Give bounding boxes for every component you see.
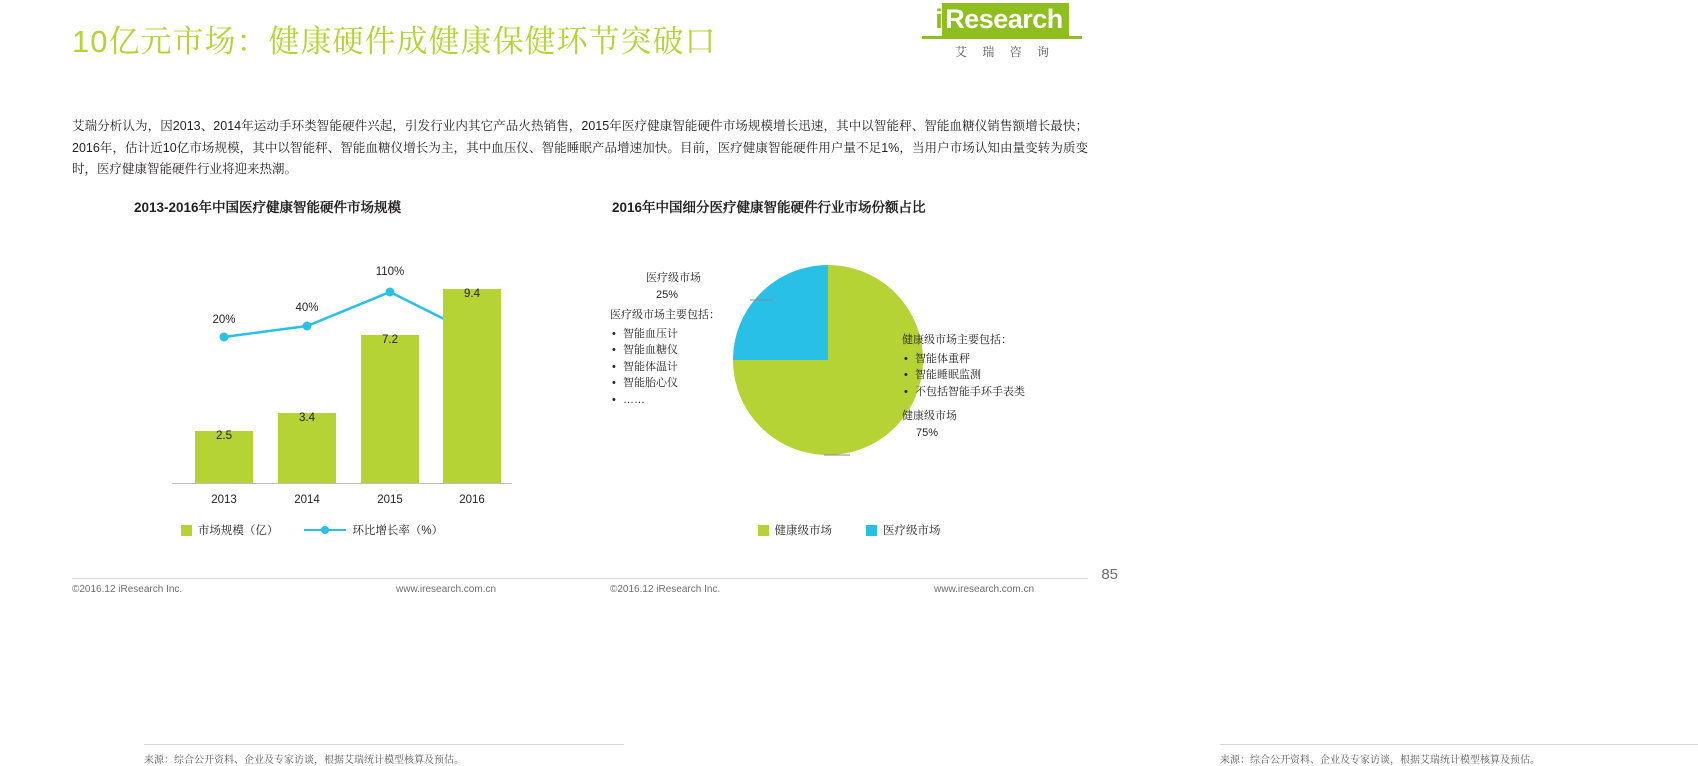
copyright-right: ©2016.12 iResearch Inc.: [610, 584, 721, 595]
bar-2016: [443, 289, 501, 483]
legend-item-market-size: [181, 522, 279, 538]
iresearch-logo: [922, 6, 1082, 60]
bar-chart-title: 2013-2016年中国医疗健康智能硬件市场规模: [134, 200, 402, 215]
x-tick-2015: 2015: [377, 494, 403, 506]
pie-chart: [610, 222, 1088, 537]
pie-chart-legend: [610, 522, 1088, 538]
growth-label-2013: 20%: [212, 314, 236, 326]
callout-medical-value: 25%: [656, 288, 679, 301]
bar-value-2015: 7.2: [382, 334, 398, 346]
page-number: 85: [1101, 566, 1118, 583]
callout-medical-item: • 智能血糖仪: [623, 342, 738, 359]
callout-health-lead: 健康级市场主要包括：: [902, 334, 1012, 346]
legend-label-medical-market: 医疗级市场: [883, 525, 941, 537]
brand-wordmark: [922, 6, 1082, 33]
callout-medical: [610, 270, 738, 408]
website-url-right: www.iresearch.com.cn: [934, 584, 1035, 595]
callout-medical-item: • 智能胎心仪: [623, 375, 738, 392]
bar-value-2014: 3.4: [299, 412, 315, 424]
callout-medical-item: • ……: [623, 392, 738, 409]
callout-health-item: • 不包括智能手环手表类: [915, 384, 1062, 401]
brand-subtitle: 艾 瑞 咨 询: [954, 45, 1055, 59]
page-title: 10亿元市场：健康硬件成健康保健环节突破口: [72, 24, 717, 59]
legend-swatch-icon-blue: [866, 525, 877, 536]
callout-health-item: • 智能体重秤: [915, 351, 1062, 368]
legend-item-medical-market: [866, 522, 941, 538]
bar-chart-plot: [72, 222, 552, 522]
brand-i-letter: i: [935, 4, 943, 34]
legend-label-market-size: 市场规模（亿）: [197, 525, 279, 537]
bar-2015: [361, 335, 419, 483]
legend-label-growth-rate: 环比增长率（%）: [352, 525, 444, 537]
callout-medical-item: • 智能体温计: [623, 359, 738, 376]
legend-swatch-icon-green: [758, 525, 769, 536]
website-url-left: www.iresearch.com.cn: [396, 584, 497, 595]
callout-health-list: [902, 351, 1062, 401]
callout-medical-lead: 医疗级市场主要包括：: [610, 309, 720, 321]
callout-medical-title: 医疗级市场: [646, 272, 701, 284]
pie-chart-title: 2016年中国细分医疗健康智能硬件行业市场份额占比: [612, 200, 926, 215]
source-note-right: 来源：综合公开资料、企业及专家访谈，根据艾瑞统计模型核算及预估。: [1220, 744, 1698, 766]
legend-item-health-market: [758, 522, 833, 538]
x-tick-2013: 2013: [211, 494, 237, 506]
growth-label-2015: 110%: [375, 266, 405, 278]
callout-health: [902, 332, 1062, 441]
x-axis-line: [172, 483, 512, 484]
footer-divider: [72, 578, 1088, 579]
callout-medical-list: [610, 326, 738, 409]
growth-label-2014: 40%: [295, 302, 319, 314]
callout-medical-item: • 智能血压计: [623, 326, 738, 343]
callout-health-item: • 智能睡眠监测: [915, 367, 1062, 384]
bar-chart-legend: [72, 522, 552, 538]
brand-divider: [922, 36, 1082, 39]
copyright-left: ©2016.12 iResearch Inc.: [72, 584, 183, 595]
legend-label-health-market: 健康级市场: [774, 525, 832, 537]
bar-chart: [72, 222, 552, 537]
legend-line-icon-blue: [304, 526, 346, 534]
callout-health-value: 75%: [916, 426, 939, 439]
brand-research-word: Research: [942, 3, 1069, 36]
x-tick-2016: 2016: [459, 494, 485, 506]
intro-paragraph: 艾瑞分析认为，因2013、2014年运动手环类智能硬件兴起，引发行业内其它产品火热销售，2015年医疗健康智能硬件市场规模增长迅速，其中以智能秤、智能血糖仪销售额增长最快；2016年，估计近10亿市场规模，其中以智能秤、智能血糖仪增长为主，其中血压仪、智能睡眠产品增速加快。目前，医疗健康智能硬件用户量不足1%，当用户市场认知由量变转为质变时，医疗健康智能硬件行业将迎来热潮。: [72, 119, 1088, 176]
legend-swatch-icon-green: [181, 525, 192, 536]
bar-value-2013: 2.5: [216, 430, 232, 442]
source-note-left: 来源：综合公开资料、企业及专家访谈，根据艾瑞统计模型核算及预估。: [144, 744, 624, 766]
legend-item-growth-rate: [304, 522, 443, 538]
x-tick-2014: 2014: [294, 494, 320, 506]
bar-value-2016: 9.4: [464, 288, 480, 300]
callout-health-title: 健康级市场: [902, 410, 957, 422]
pie-chart-plot: [728, 260, 928, 460]
